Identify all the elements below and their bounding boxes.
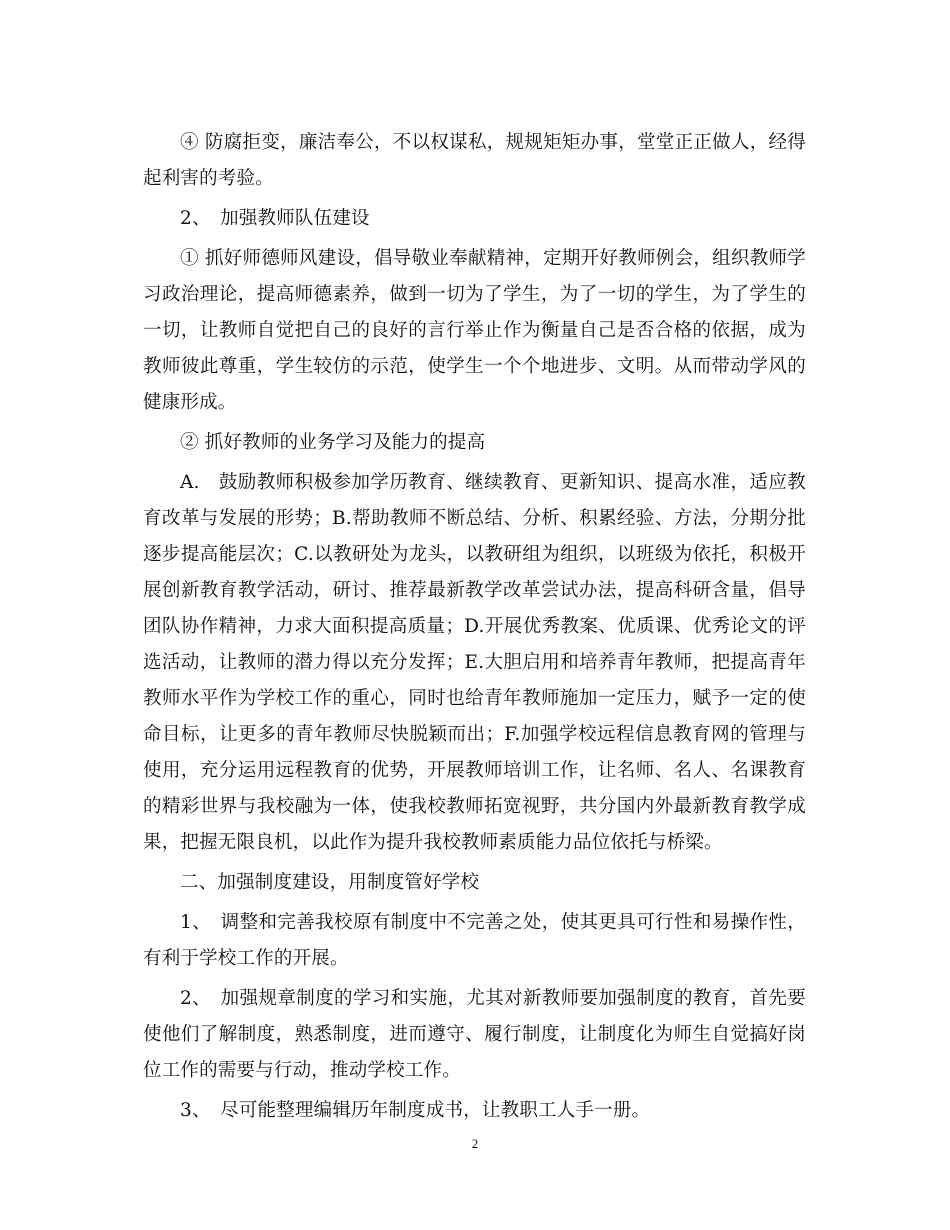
paragraph-integrity: ④ 防腐拒变，廉洁奉公，不以权谋私，规规矩矩办事，堂堂正正做人，经得起利害的考验。 [143,132,806,189]
heading-teacher-team: 2、 加强教师队伍建设 [180,208,370,229]
paragraph-system-item-1: 1、 调整和完善我校原有制度中不完善之处，使其更具可行性和易操作性，有利于学校工作的开展。 [143,912,806,969]
document-body [143,125,806,1133]
heading-professional-learning: ② 抓好教师的业务学习及能力的提高 [180,432,486,453]
paragraph-professional-measures: A. 鼓励教师积极参加学历教育、继续教育、更新知识、提高水准，适应教育改革与发展的形势；B.帮助教师不断总结、分析、积累经验、方法，分期分批逐步提高能层次；C.以教研处为龙头，以教研组为组织，以班级为依托，积极开展创新教育教学活动，研讨、推荐最新教学改革尝试办法，提高科研含量，倡导团队协作精神，力求大面积提高质量；D.开展优秀教案、优质课、优秀论文的评选活动，让教师的潜力得以充分发挥；E.大胆启用和培养青年教师，把提高青年教师水平作为学校工作的重心，同时也给青年教师施加一定压力，赋予一定的使命目标，让更多的青年教师尽快脱颖而出；F.加强学校远程信息教育网的管理与使用，充分运用远程教育的优势，开展教师培训工作，让名师、名人、名课教育的精彩世界与我校融为一体，使我校教师拓宽视野，共分国内外最新教育教学成果，把握无限良机，以此作为提升我校教师素质能力品位依托与桥梁。 [143,472,806,853]
heading-system-building: 二、加强制度建设，用制度管好学校 [180,872,480,893]
paragraph-system-item-3: 3、 尽可能整理编辑历年制度成书，让教职工人手一册。 [180,1100,651,1121]
paragraph-teacher-ethics: ① 抓好师德师风建设，倡导敬业奉献精神，定期开好教师例会，组织教师学习政治理论，提高师德素养，做到一切为了学生，为了一切的学生，为了学生的一切，让教师自觉把自己的良好的言行举止作为衡量自己是否合格的依据，成为教师彼此尊重，学生较仿的示范，使学生一个个地进步、文明。从而带动学风的健康形成。 [143,248,806,413]
page-number: 2 [471,1136,479,1151]
paragraph-system-item-2: 2、 加强规章制度的学习和实施，尤其对新教师要加强制度的教育，首先要使他们了解制度，熟悉制度，进而遵守、履行制度，让制度化为师生自觉搞好岗位工作的需要与行动，推动学校工作。 [143,988,806,1081]
